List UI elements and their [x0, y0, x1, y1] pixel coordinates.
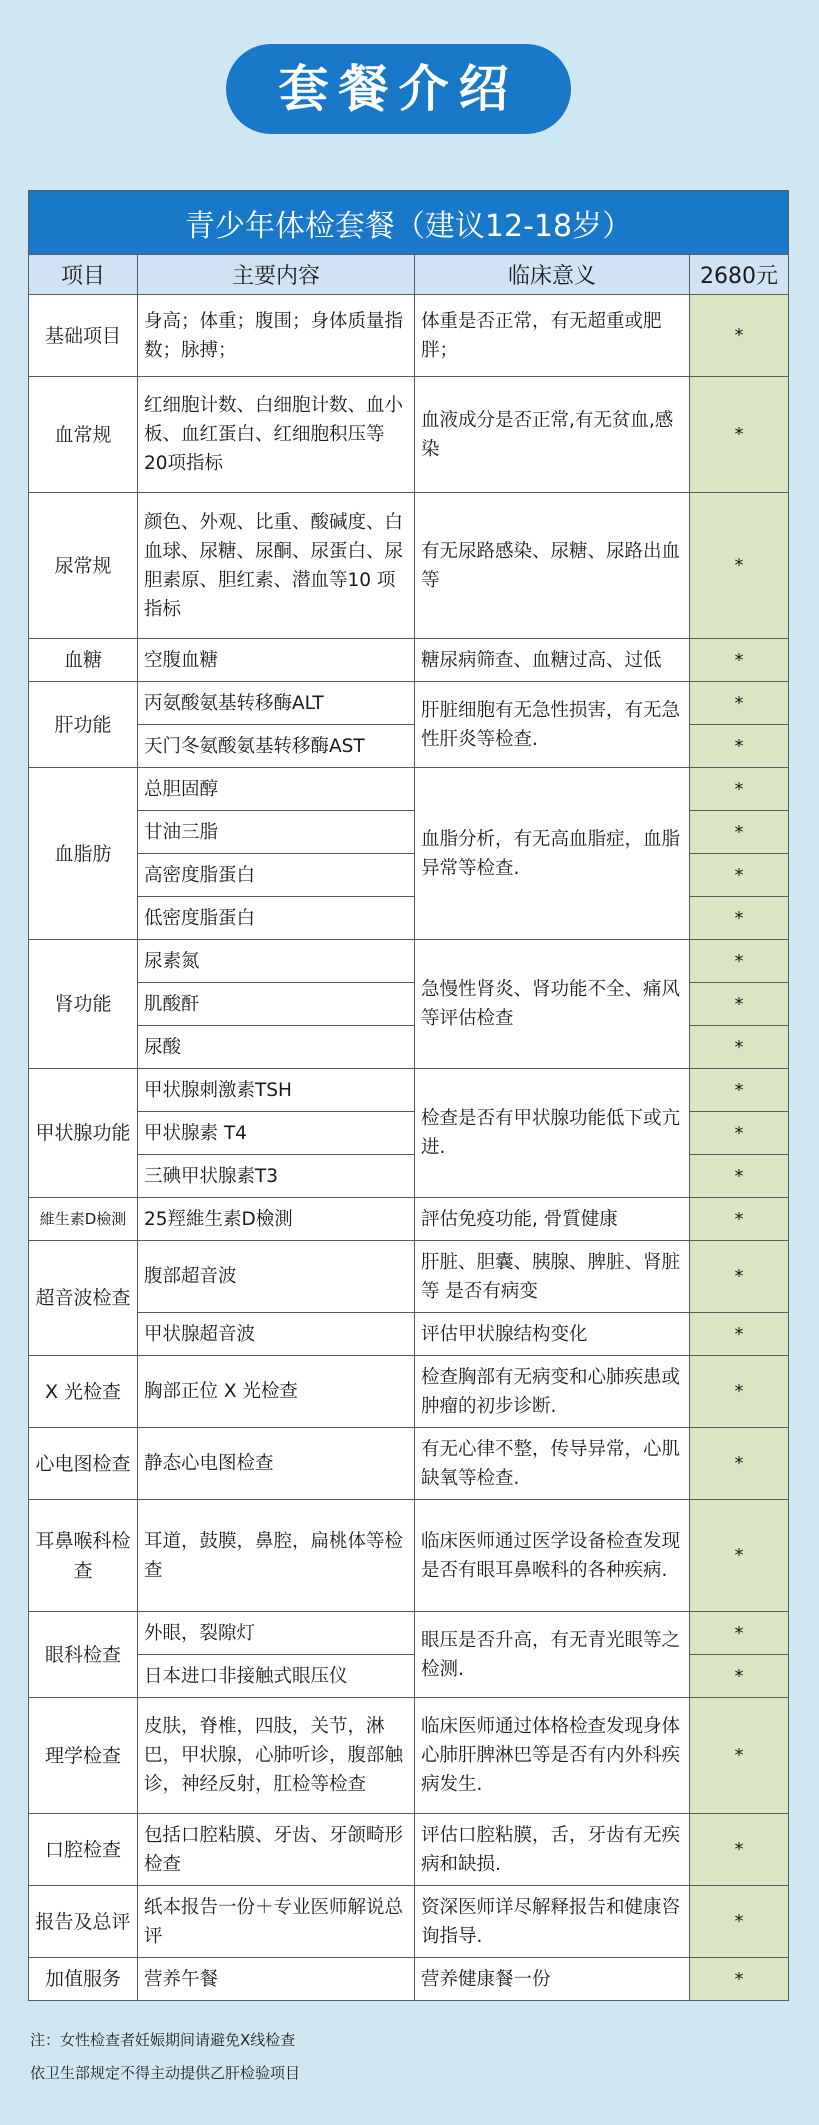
row-item-name: 維生素D檢測	[29, 1198, 138, 1241]
included-mark: *	[690, 940, 789, 983]
included-mark: *	[690, 725, 789, 768]
row-meaning: 评估口腔粘膜，舌，牙齿有无疾病和缺损.	[415, 1814, 690, 1886]
included-mark: *	[690, 1428, 789, 1500]
row-content: 低密度脂蛋白	[138, 897, 415, 940]
footnotes	[30, 2024, 300, 2090]
package-table	[28, 190, 789, 2001]
row-meaning: 营养健康餐一份	[415, 1958, 690, 2001]
row-item-name: 耳鼻喉科检查	[29, 1500, 138, 1612]
row-meaning: 资深医师详尽解释报告和健康咨询指导.	[415, 1886, 690, 1958]
included-mark: *	[690, 768, 789, 811]
row-content: 总胆固醇	[138, 768, 415, 811]
column-header-price: 2680元	[690, 255, 789, 295]
row-content: 25羥維生素D檢測	[138, 1198, 415, 1241]
included-mark: *	[690, 682, 789, 725]
included-mark: *	[690, 854, 789, 897]
row-meaning: 检查是否有甲状腺功能低下或亢进.	[415, 1069, 690, 1198]
included-mark: *	[690, 1198, 789, 1241]
row-content: 甲状腺素 T4	[138, 1112, 415, 1155]
included-mark: *	[690, 1026, 789, 1069]
included-mark: *	[690, 1886, 789, 1958]
row-content: 静态心电图检查	[138, 1428, 415, 1500]
row-meaning: 肝脏、胆囊、胰腺、脾脏、肾脏等 是否有病变	[415, 1241, 690, 1313]
row-meaning: 血液成分是否正常,有无贫血,感染	[415, 377, 690, 493]
row-meaning: 有无心律不整，传导异常，心肌缺氧等检查.	[415, 1428, 690, 1500]
row-content: 三碘甲状腺素T3	[138, 1155, 415, 1198]
row-item-name: 血糖	[29, 639, 138, 682]
row-item-name: 加值服务	[29, 1958, 138, 2001]
package-table-wrapper	[28, 190, 788, 1998]
row-content: 日本进口非接触式眼压仪	[138, 1655, 415, 1698]
row-item-name: 眼科检查	[29, 1612, 138, 1698]
row-meaning: 血脂分析，有无高血脂症，血脂异常等检查.	[415, 768, 690, 940]
row-item-name: 理学检查	[29, 1698, 138, 1814]
included-mark: *	[690, 1356, 789, 1428]
row-content: 红细胞计数、白细胞计数、血小板、血红蛋白、红细胞积压等 20项指标	[138, 377, 415, 493]
row-content: 甲状腺刺激素TSH	[138, 1069, 415, 1112]
row-item-name: 超音波检查	[29, 1241, 138, 1356]
included-mark: *	[690, 1814, 789, 1886]
included-mark: *	[690, 493, 789, 639]
included-mark: *	[690, 1155, 789, 1198]
table-row	[29, 1698, 789, 1814]
row-content: 纸本报告一份＋专业医师解说总评	[138, 1886, 415, 1958]
row-content: 高密度脂蛋白	[138, 854, 415, 897]
page-title: 套餐介绍	[226, 44, 571, 134]
row-meaning: 临床医师通过体格检查发现身体心肺肝脾淋巴等是否有内外科疾病发生.	[415, 1698, 690, 1814]
table-row	[29, 1313, 789, 1356]
row-item-name: 血常规	[29, 377, 138, 493]
row-item-name: 基础项目	[29, 295, 138, 377]
row-content: 身高；体重；腹围；身体质量指数；脉搏；	[138, 295, 415, 377]
table-row	[29, 1198, 789, 1241]
included-mark: *	[690, 295, 789, 377]
row-content: 腹部超音波	[138, 1241, 415, 1313]
table-row	[29, 1428, 789, 1500]
table-row	[29, 377, 789, 493]
row-meaning: 临床医师通过医学设备检查发现是否有眼耳鼻喉科的各种疾病.	[415, 1500, 690, 1612]
row-item-name: X 光检查	[29, 1356, 138, 1428]
table-title-row	[29, 191, 789, 255]
footnote: 依卫生部规定不得主动提供乙肝检验项目	[30, 2064, 301, 2082]
row-meaning: 评估甲状腺结构变化	[415, 1313, 690, 1356]
row-meaning: 糖尿病筛查、血糖过高、过低	[415, 639, 690, 682]
table-row	[29, 1958, 789, 2001]
table-row	[29, 682, 789, 725]
row-content: 营养午餐	[138, 1958, 415, 2001]
column-header-item: 项目	[29, 255, 138, 295]
table-row	[29, 493, 789, 639]
row-meaning: 体重是否正常，有无超重或肥胖；	[415, 295, 690, 377]
included-mark: *	[690, 1958, 789, 2001]
included-mark: *	[690, 1698, 789, 1814]
column-header-content: 主要内容	[138, 255, 415, 295]
included-mark: *	[690, 1069, 789, 1112]
table-row	[29, 1241, 789, 1313]
row-content: 空腹血糖	[138, 639, 415, 682]
row-content: 丙氨酸氨基转移酶ALT	[138, 682, 415, 725]
included-mark: *	[690, 1241, 789, 1313]
table-row	[29, 1069, 789, 1112]
included-mark: *	[690, 1313, 789, 1356]
row-content: 胸部正位 X 光检查	[138, 1356, 415, 1428]
included-mark: *	[690, 1500, 789, 1612]
table-row	[29, 768, 789, 811]
row-meaning: 眼压是否升高，有无青光眼等之检测.	[415, 1612, 690, 1698]
row-content: 天门冬氨酸氨基转移酶AST	[138, 725, 415, 768]
row-content: 耳道，鼓膜，鼻腔，扁桃体等检查	[138, 1500, 415, 1612]
table-row	[29, 1814, 789, 1886]
table-row	[29, 1356, 789, 1428]
row-content: 包括口腔粘膜、牙齿、牙颌畸形检查	[138, 1814, 415, 1886]
table-row	[29, 1500, 789, 1612]
table-row	[29, 639, 789, 682]
row-meaning: 肝脏细胞有无急性损害，有无急性肝炎等检查.	[415, 682, 690, 768]
included-mark: *	[690, 1655, 789, 1698]
table-row	[29, 1886, 789, 1958]
included-mark: *	[690, 897, 789, 940]
row-content: 甲状腺超音波	[138, 1313, 415, 1356]
row-content: 甘油三脂	[138, 811, 415, 854]
row-meaning: 評估免疫功能, 骨質健康	[415, 1198, 690, 1241]
included-mark: *	[690, 983, 789, 1026]
row-item-name: 报告及总评	[29, 1886, 138, 1958]
row-content: 颜色、外观、比重、酸碱度、白血球、尿糖、尿酮、尿蛋白、尿胆素原、胆红素、潜血等10 项指标	[138, 493, 415, 639]
row-meaning: 有无尿路感染、尿糖、尿路出血等	[415, 493, 690, 639]
table-row	[29, 295, 789, 377]
row-item-name: 心电图检查	[29, 1428, 138, 1500]
row-meaning: 急慢性肾炎、肾功能不全、痛风等评估检查	[415, 940, 690, 1069]
row-content: 尿酸	[138, 1026, 415, 1069]
table-header-row	[29, 255, 789, 295]
row-item-name: 肝功能	[29, 682, 138, 768]
row-content: 肌酸酐	[138, 983, 415, 1026]
included-mark: *	[690, 1612, 789, 1655]
included-mark: *	[690, 639, 789, 682]
included-mark: *	[690, 811, 789, 854]
column-header-meaning: 临床意义	[415, 255, 690, 295]
included-mark: *	[690, 1112, 789, 1155]
table-title: 青少年体检套餐（建议12-18岁）	[29, 191, 789, 255]
row-item-name: 肾功能	[29, 940, 138, 1069]
row-item-name: 尿常规	[29, 493, 138, 639]
row-item-name: 血脂肪	[29, 768, 138, 940]
table-row	[29, 1612, 789, 1655]
row-content: 皮肤，脊椎，四肢，关节，淋巴，甲状腺，心肺听诊，腹部触诊，神经反射，肛检等检查	[138, 1698, 415, 1814]
row-meaning: 检查胸部有无病变和心肺疾患或肿瘤的初步诊断.	[415, 1356, 690, 1428]
table-row	[29, 940, 789, 983]
included-mark: *	[690, 377, 789, 493]
row-item-name: 口腔检查	[29, 1814, 138, 1886]
row-content: 外眼，裂隙灯	[138, 1612, 415, 1655]
row-content: 尿素氮	[138, 940, 415, 983]
row-item-name: 甲状腺功能	[29, 1069, 138, 1198]
footnote: 注：女性检查者妊娠期间请避免X线检查	[30, 2031, 296, 2049]
